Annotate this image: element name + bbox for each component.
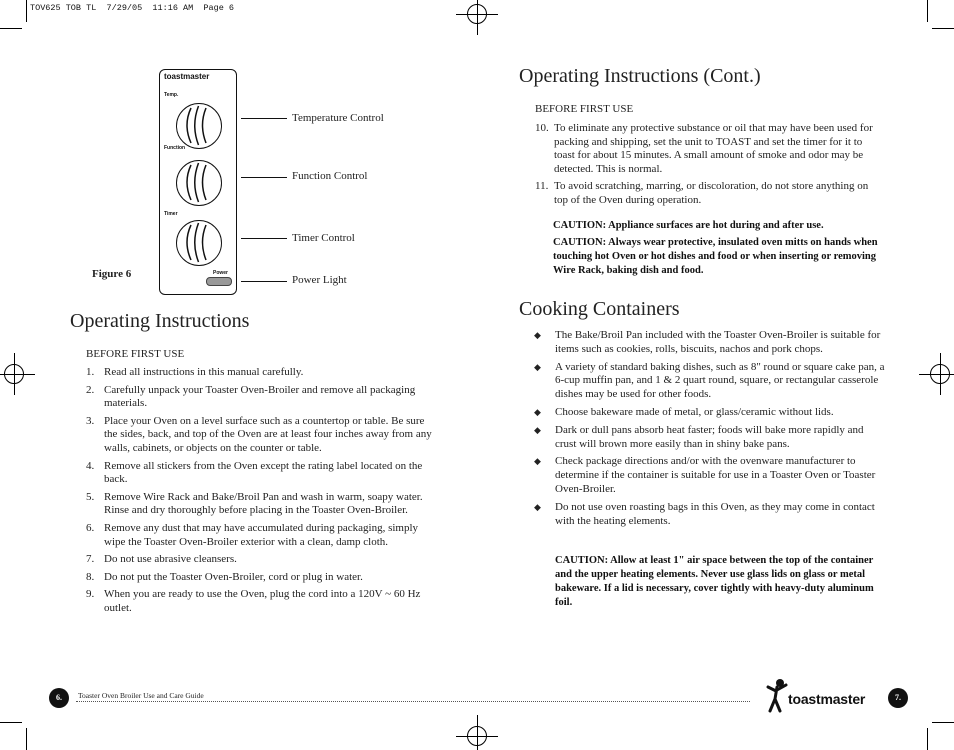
instruction-step <box>86 415 432 456</box>
footer-guide-title: Toaster Oven Broiler Use and Care Guide <box>78 691 204 700</box>
power-light-indicator <box>206 277 232 286</box>
step-text: To eliminate any protective substance or oil that may have been used for packing and shipping, set the unit to TOAST and set the timer for it to toast for about 15 minutes. A small amount of smoke and odor may be detected. This is normal. <box>554 122 873 175</box>
callout-line <box>241 281 287 282</box>
caution-air-space: CAUTION: Allow at least 1" air space between the top of the container and the upper heating elements. Never use glass lids on glass or metal bakeware. If a lid is necessary, cover tightly with heavy-duty aluminum foil. <box>555 555 874 608</box>
print-slug: TOV625 TOB TL 7/29/05 11:16 AM Page 6 <box>30 3 235 13</box>
caution-oven-mitts: CAUTION: Always wear protective, insulated oven mitts on hands when touching hot Oven or hot dishes and food or when inserting or removing Wire Rack, baking dish and food. <box>553 237 878 276</box>
list-item <box>519 329 885 357</box>
crop-mark <box>0 28 22 29</box>
panel-brand-logo: toastmaster <box>164 72 210 81</box>
bullet-text: Check package directions and/or with the ovenware manufacturer to determine if the container is suitable for use in a Toaster Oven or Toaster Oven-Broiler. <box>555 455 876 495</box>
diamond-bullet-icon: ◆ <box>534 456 541 467</box>
cooking-containers-list <box>519 329 885 532</box>
callout-function-control: Function Control <box>292 170 368 182</box>
instruction-step <box>86 571 432 585</box>
list-item <box>519 406 885 420</box>
instruction-step <box>86 366 432 380</box>
right-steps-list <box>535 122 883 212</box>
bullet-text: The Bake/Broil Pan included with the Toaster Oven-Broiler is suitable for items such as cookies, rolls, biscuits, nachos and pork chops. <box>555 329 881 355</box>
diamond-bullet-icon: ◆ <box>534 330 541 340</box>
callout-line <box>241 177 287 178</box>
list-item <box>519 501 885 529</box>
step-text: Do not use abrasive cleansers. <box>104 553 237 566</box>
registration-mark <box>930 364 950 384</box>
callout-line <box>241 118 287 119</box>
right-subheading: BEFORE FIRST USE <box>535 103 634 115</box>
left-page-title: Operating Instructions <box>70 310 250 332</box>
registration-mark <box>4 364 24 384</box>
step-text: Remove Wire Rack and Bake/Broil Pan and wash in warm, soapy water. Rinse and dry thoroughly before placing in the Toaster Oven-Broiler. <box>104 490 423 517</box>
figure-caption: Figure 6 <box>92 268 132 280</box>
registration-mark <box>467 726 487 746</box>
callout-timer-control: Timer Control <box>292 232 355 244</box>
function-label: Function <box>164 145 186 151</box>
crop-mark <box>927 0 928 22</box>
list-item <box>519 361 885 402</box>
step-number: 4. <box>86 459 95 472</box>
chef-mascot-icon <box>766 677 790 713</box>
instruction-step <box>86 588 432 615</box>
instruction-step <box>535 122 883 176</box>
step-number: 7. <box>86 553 95 566</box>
caution-hot-surfaces: CAUTION: Appliance surfaces are hot during and after use. <box>553 220 824 231</box>
instruction-step <box>86 460 432 487</box>
function-knob <box>176 160 222 206</box>
step-number: 10. <box>535 122 549 134</box>
left-subheading: BEFORE FIRST USE <box>86 348 185 360</box>
left-page-number: 6. <box>49 688 69 708</box>
step-text: Remove all stickers from the Oven except the rating label located on the back. <box>104 459 423 486</box>
diamond-bullet-icon: ◆ <box>534 424 541 435</box>
list-item <box>519 455 885 496</box>
toastmaster-logo <box>766 677 886 713</box>
callout-temperature-control: Temperature Control <box>292 112 384 124</box>
crop-mark <box>932 28 954 29</box>
footer-rule <box>76 701 750 702</box>
step-number: 9. <box>86 588 95 601</box>
diamond-bullet-icon: ◆ <box>534 501 541 512</box>
step-number: 11. <box>535 180 549 193</box>
crop-mark <box>932 722 954 723</box>
crop-mark <box>26 728 27 750</box>
callout-power-light: Power Light <box>292 274 347 286</box>
timer-label: Timer <box>164 211 178 217</box>
instruction-step <box>86 384 432 411</box>
diamond-bullet-icon: ◆ <box>534 361 541 372</box>
step-number: 6. <box>86 521 95 534</box>
step-number: 2. <box>86 383 95 396</box>
left-steps-list <box>86 366 432 620</box>
instruction-step <box>86 491 432 518</box>
list-item <box>519 424 885 452</box>
step-text: Place your Oven on a level surface such as a countertop or table. Be sure the sides, back, and top of the Oven are at least four inches away from any walls, cabinets, or objects on the counter or table. <box>104 414 432 454</box>
step-text: Read all instructions in this manual carefully. <box>104 366 304 378</box>
bullet-text: Do not use oven roasting bags in this Oven, as they may come in contact with the heating elements. <box>555 500 875 527</box>
footer-brand-wordmark: toastmaster <box>788 691 866 707</box>
callout-line <box>241 238 287 239</box>
step-text: Carefully unpack your Toaster Oven-Broiler and remove all packaging materials. <box>104 383 416 410</box>
step-number: 3. <box>86 414 95 427</box>
instruction-step <box>86 553 432 567</box>
timer-knob <box>176 220 222 266</box>
power-label: Power <box>213 270 229 276</box>
crop-mark <box>0 722 22 723</box>
temperature-knob <box>176 103 222 149</box>
temp-label: Temp. <box>164 92 179 98</box>
cooking-containers-title: Cooking Containers <box>519 298 680 320</box>
right-page-number: 7. <box>888 688 908 708</box>
step-text: When you are ready to use the Oven, plug the cord into a 120V ~ 60 Hz outlet. <box>104 588 421 614</box>
registration-mark <box>467 4 487 24</box>
crop-mark <box>927 728 928 750</box>
bullet-text: Choose bakeware made of metal, or glass/ceramic without lids. <box>555 405 834 418</box>
step-text: Do not put the Toaster Oven-Broiler, cord or plug in water. <box>104 570 363 583</box>
step-text: To avoid scratching, marring, or discoloration, do not store anything on top of the Oven during operation. <box>554 180 869 206</box>
crop-mark <box>26 0 27 22</box>
step-number: 5. <box>86 490 95 503</box>
instruction-step <box>86 522 432 549</box>
step-text: Remove any dust that may have accumulated during packaging, simply wipe the Toaster Oven-Broiler exterior with a clean, damp cloth. <box>104 521 419 548</box>
instruction-step <box>535 180 883 207</box>
bullet-text: A variety of standard baking dishes, such as 8" round or square cake pan, a 6-cup muffin pan, and 1 & 2 quart round, square, or rectangular casserole dishes may be used for other foods. <box>555 360 885 401</box>
bullet-text: Dark or dull pans absorb heat faster; foods will bake more rapidly and crust will brown more easily than in shiny bake pans. <box>555 423 864 450</box>
step-number: 8. <box>86 570 95 583</box>
right-page-title: Operating Instructions (Cont.) <box>519 65 761 87</box>
step-number: 1. <box>86 366 95 378</box>
diamond-bullet-icon: ◆ <box>534 406 541 417</box>
control-panel-figure <box>159 69 237 295</box>
